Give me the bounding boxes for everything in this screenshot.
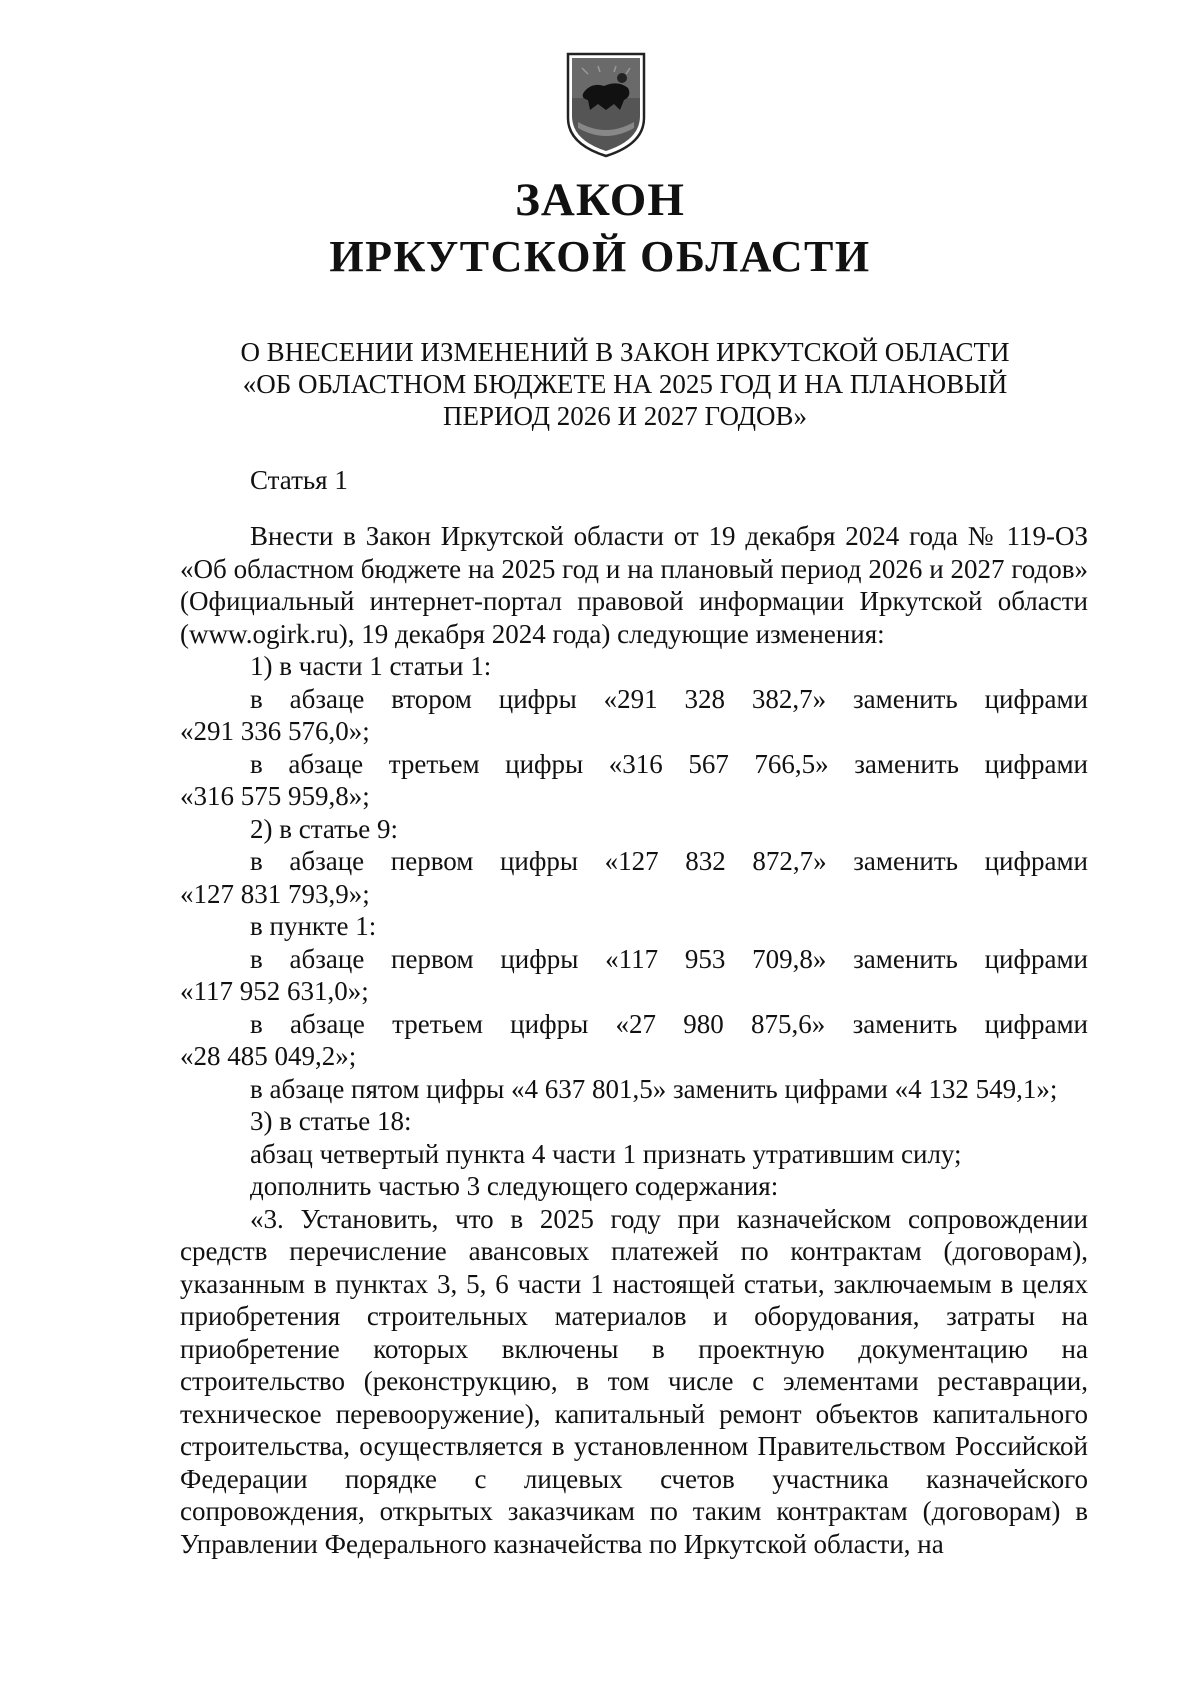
item-3-text: «3. Установить, что в 2025 году при казначейском сопровождении средств перечисление авансовых платежей по контрактам (договорам), указанным в пунктах 3, 5, 6 части 1 настоящей статьи, заключаемым в целях приобретения строительных материалов и оборудования, затраты на приобретение которых включены в проектную документацию на строительство (реконструкцию, в том числе с элементами реставрации, техническое перевооружение), капитальный ремонт объектов капитального строительства, осуществляется в установленном Правительством Российской Федерации порядке с лицевых счетов участника казначейского сопровождения, открытых заказчикам по таким контрактам (договорам) в Управлении Федерального казначейства по Иркутской области, на (180, 1203, 1088, 1559)
item-1: 1) в части 1 статьи 1: (250, 651, 492, 681)
item-2-a-cont: «127 831 793,9»; (180, 878, 370, 909)
item-2-b: в абзаце первом цифры «117 953 709,8» заменить цифрами (250, 943, 1088, 974)
law-name-line: «ОБ ОБЛАСТНОМ БЮДЖЕТЕ НА 2025 ГОД И НА ПЛАНОВЫЙ (242, 369, 1008, 399)
item-2-p1: в пункте 1: (250, 911, 377, 941)
item-3: 3) в статье 18: (250, 1106, 412, 1136)
item-3-b: дополнить частью 3 следующего содержания: (250, 1171, 779, 1201)
item-1-a: в абзаце втором цифры «291 328 382,7» заменить цифрами (250, 683, 1088, 714)
item-1-b: в абзаце третьем цифры «316 567 766,5» заменить цифрами (250, 748, 1088, 779)
intro-paragraph: Внести в Закон Иркутской области от 19 декабря 2024 года № 119-ОЗ «Об областном бюджете на 2025 год и на плановый период 2026 и 2027 годов» (Официальный интернет-портал правовой информации Иркутской области (www.ogirk.ru), 19 декабря 2024 года) следующие изменения: (180, 521, 1088, 649)
item-2: 2) в статье 9: (250, 813, 398, 844)
law-name (190, 336, 1060, 432)
item-2-d: в абзаце пятом цифры «4 637 801,5» заменить цифрами «4 132 549,1»; (250, 1073, 1058, 1104)
item-1-a-cont: «291 336 576,0»; (180, 716, 370, 746)
item-2-c: в абзаце третьем цифры «27 980 875,6» заменить цифрами (250, 1008, 1088, 1039)
item-3-a: абзац четвертый пункта 4 части 1 признать утратившим силу; (250, 1138, 962, 1169)
item-2-a: в абзаце первом цифры «127 832 872,7» заменить цифрами (250, 846, 1088, 876)
article-heading: Статья 1 (250, 465, 348, 495)
law-name-line: О ВНЕСЕНИИ ИЗМЕНЕНИЙ В ЗАКОН ИРКУТСКОЙ ОБЛАСТИ (240, 337, 1010, 367)
item-2-c-cont: «28 485 049,2»; (180, 1041, 357, 1071)
law-name-line: ПЕРИОД 2026 И 2027 ГОДОВ» (442, 401, 808, 431)
document-body (180, 520, 1088, 1560)
item-1-b-cont: «316 575 959,8»; (180, 781, 370, 811)
coat-of-arms-icon (558, 48, 654, 160)
item-2-b-cont: «117 952 631,0»; (180, 976, 369, 1006)
law-subtitle: ИРКУТСКОЙ ОБЛАСТИ (329, 232, 871, 281)
law-title: ЗАКОН (515, 174, 685, 226)
